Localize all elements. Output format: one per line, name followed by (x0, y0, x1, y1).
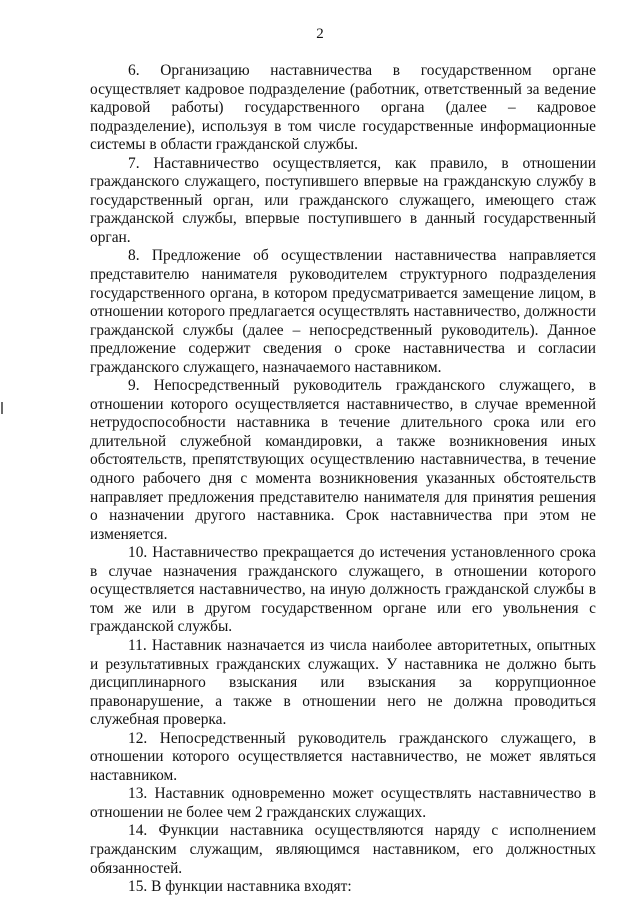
paragraph-15: 15. В функции наставника входят: (128, 878, 352, 896)
document-body (90, 62, 596, 897)
paragraph-14: 14. Функции наставника осуществляются наряду с исполнением гражданским служащим, являющимся наставником, его должностных обязанностей. (90, 822, 596, 877)
page-number: 2 (316, 26, 324, 42)
paragraph-9: 9. Непосредственный руководитель гражданского служащего, в отношении которого осуществляется наставничество, в случае временной нетрудоспособности наставника в течение длительного срока или его длительной служебной командировки, а также возникновения иных обстоятельств, препятствующих осуществлению наставничества, в течение одного рабочего дня с момента возникновения указанных обстоятельств направляет предложения представителю нанимателя для принятия решения о назначении другого наставника. Срок наставничества при этом не изменяется. (90, 377, 596, 543)
paragraph-7: 7. Наставничество осуществляется, как правило, в отношении гражданского служащего, поступившего впервые на гражданскую службу в государственный орган, или гражданского служащего, имеющего стаж гражданской службы, впервые поступившего в данный государственный орган. (90, 154, 596, 246)
paragraph-10: 10. Наставничество прекращается до истечения установленного срока в случае назначения гражданского служащего, в отношении которого осуществляется наставничество, на иную должность гражданской службы в том же или в другом государственном органе или его увольнения с гражданской службы. (90, 544, 596, 636)
paragraph-13: 13. Наставник одновременно может осуществлять наставничество в отношении не более чем 2 гражданских служащих. (90, 785, 596, 821)
scan-margin-mark (1, 402, 3, 414)
paragraph-6: 6. Организацию наставничества в государственном органе осуществляет кадровое подразделение (работник, ответственный за ведение кадровой работы) государственного органа (далее – кадровое подразделение), используя в том числе государственные информационные системы в области гражданской службы. (90, 62, 596, 154)
paragraph-11: 11. Наставник назначается из числа наиболее авторитетных, опытных и результативных гражданских служащих. У наставника не должно быть дисциплинарного взыскания или взыскания за коррупционное правонарушение, а также в отношении него не должна проводиться служебная проверка. (90, 636, 596, 729)
paragraph-12: 12. Непосредственный руководитель гражданского служащего, в отношении которого осуществляется наставничество, не может являться наставником. (90, 729, 596, 784)
paragraph-8: 8. Предложение об осуществлении наставничества направляется представителю нанимателя руководителем структурного подразделения государственного органа, в котором предусматривается замещение лицом, в отношении которого предлагается осуществлять наставничество, должности гражданской службы (далее – непосредственный руководитель). Данное предложение содержит сведения о сроке наставничества и согласии гражданского служащего, назначаемого наставником. (90, 247, 596, 376)
